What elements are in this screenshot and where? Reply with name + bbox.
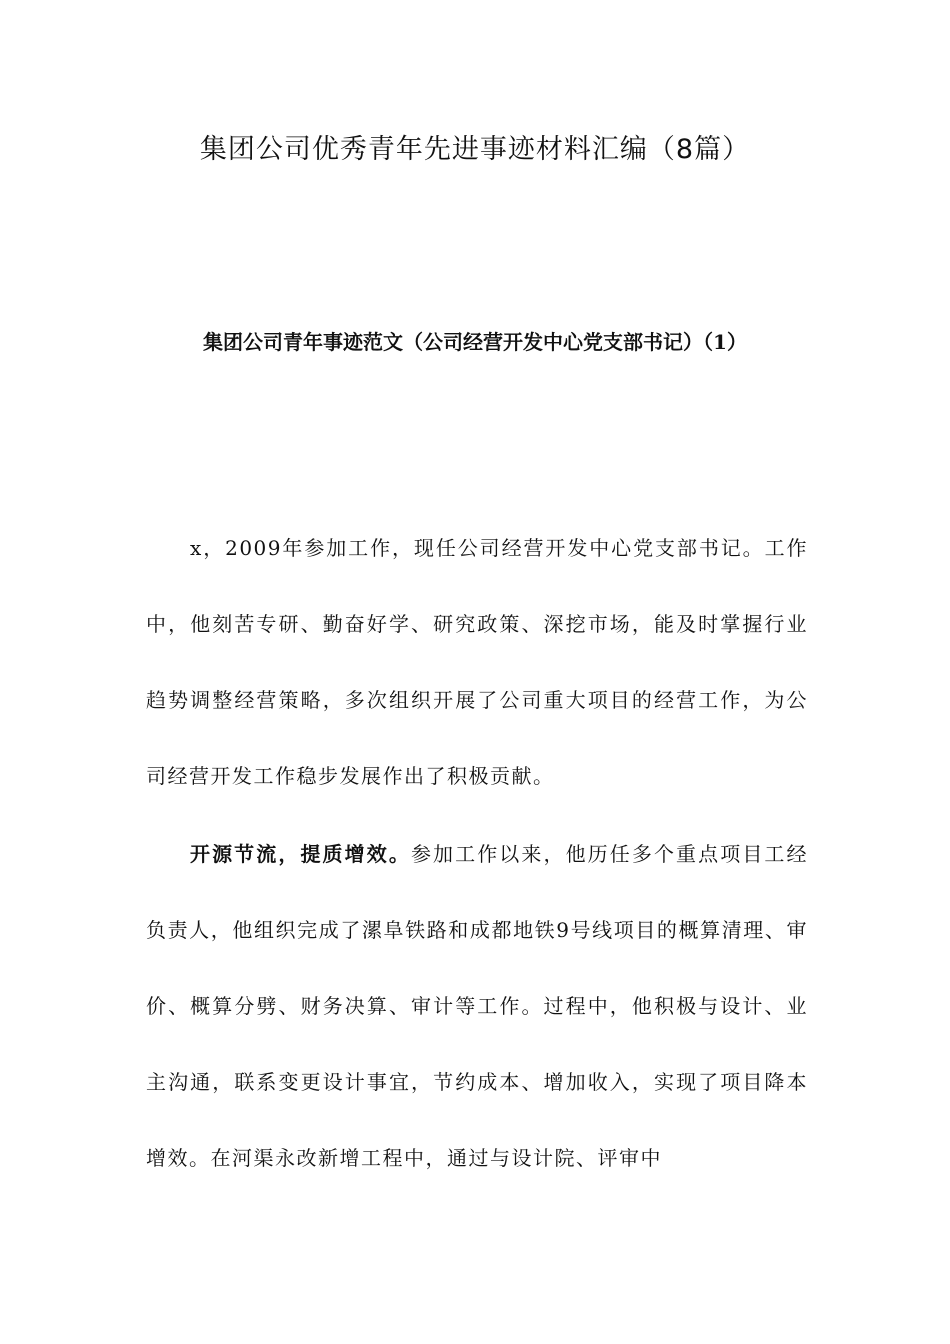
paragraph-lead: 开源节流，提质增效。 (190, 842, 411, 866)
document-title: 集团公司优秀青年先进事迹材料汇编（8篇） (199, 134, 751, 165)
section-title: 集团公司青年事迹范文（公司经营开发中心党支部书记）（1） (203, 330, 747, 354)
paragraph-text: x，2009年参加工作，现任公司经营开发中心党支部书记。工作中，他刻苦专研、勤奋好学、研究政策、深挖市场，能及时掌握行业趋势调整经营策略，多次组织开展了公司重大项目的经营工作，为公司经营开发工作稳步发展作出了积极贡献。 (146, 536, 808, 788)
paragraph-text: 参加工作以来，他历任多个重点项目工经负责人，他组织完成了漯阜铁路和成都地铁9号线项目的概算清理、审价、概算分劈、财务决算、审计等工作。过程中，他积极与设计、业主沟通，联系变更设计事宜，节约成本、增加收入，实现了项目降本增效。在河渠永改新增工程中，通过与设计院、评审中 (146, 842, 809, 1170)
paragraph-2 (146, 816, 808, 1196)
document-body (146, 510, 808, 1196)
paragraph-1 (146, 510, 808, 814)
